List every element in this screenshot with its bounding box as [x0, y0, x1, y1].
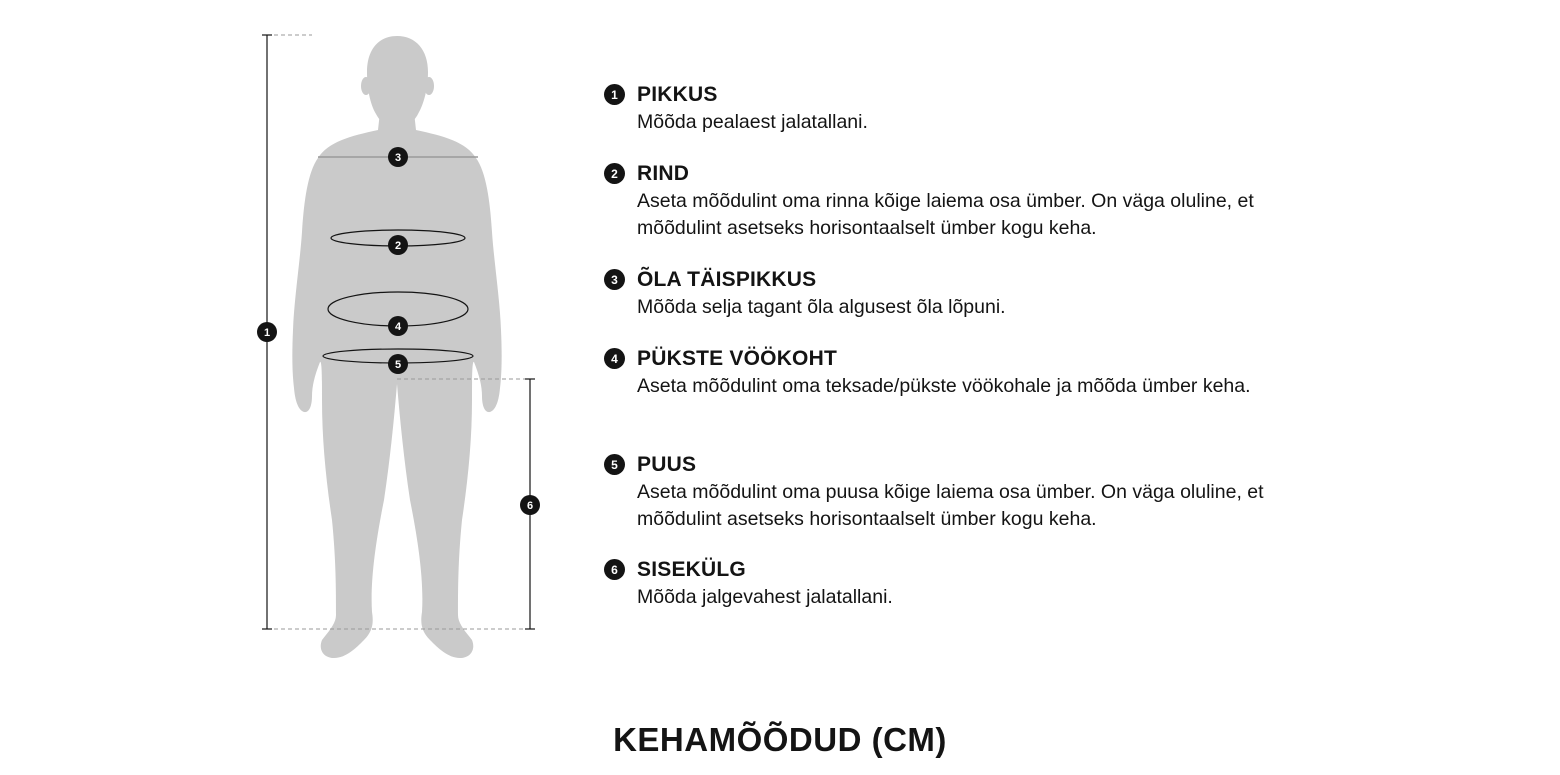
item-description: Mõõda jalgevahest jalatallani.: [637, 586, 893, 608]
item-number-badge: 4: [604, 348, 625, 369]
item-title: PIKKUS: [637, 83, 718, 106]
badge-1: [257, 322, 277, 342]
item-title: PUUS: [637, 453, 697, 476]
item-description: Aseta mõõdulint oma puusa kõige laiema osa ümber. On väga oluline, et mõõdulint asetseks horisontaalselt ümber kogu keha.: [637, 481, 1264, 530]
item-title: SISEKÜLG: [637, 558, 746, 581]
svg-text:5: 5: [394, 359, 402, 371]
badge-2: [388, 235, 408, 255]
item-number-badge: 5: [604, 454, 625, 475]
item-number-badge: 6: [604, 559, 625, 580]
badge-3: [388, 147, 408, 167]
item-description: Aseta mõõdulint oma rinna kõige laiema osa ümber. On väga oluline, et mõõdulint asetseks horisontaalselt ümber kogu keha.: [637, 190, 1254, 239]
item-number-badge: 3: [604, 269, 625, 290]
svg-text:6: 6: [526, 500, 534, 512]
svg-text:2: 2: [394, 240, 402, 252]
body-measurement-diagram: [0, 0, 560, 700]
badge-4: [388, 316, 408, 336]
svg-text:4: 4: [394, 321, 402, 333]
page-title: KEHAMÕÕDUD (CM): [613, 721, 947, 758]
item-number-badge: 2: [604, 163, 625, 184]
item-description: Mõõda pealaest jalatallani.: [637, 111, 868, 133]
svg-text:1: 1: [263, 327, 271, 339]
item-title: RIND: [637, 162, 690, 185]
item-number-badge: 1: [604, 84, 625, 105]
item-description: Mõõda selja tagant õla algusest õla lõpuni.: [637, 296, 1006, 318]
body-silhouette: [292, 36, 501, 658]
item-description: Aseta mõõdulint oma teksade/pükste vöökohale ja mõõda ümber keha.: [637, 375, 1251, 397]
badge-5: [388, 354, 408, 374]
badge-6: [520, 495, 540, 515]
item-title: PÜKSTE VÖÖKOHT: [637, 347, 837, 370]
item-title: ÕLA TÄISPIKKUS: [637, 268, 817, 291]
svg-text:3: 3: [394, 152, 402, 164]
